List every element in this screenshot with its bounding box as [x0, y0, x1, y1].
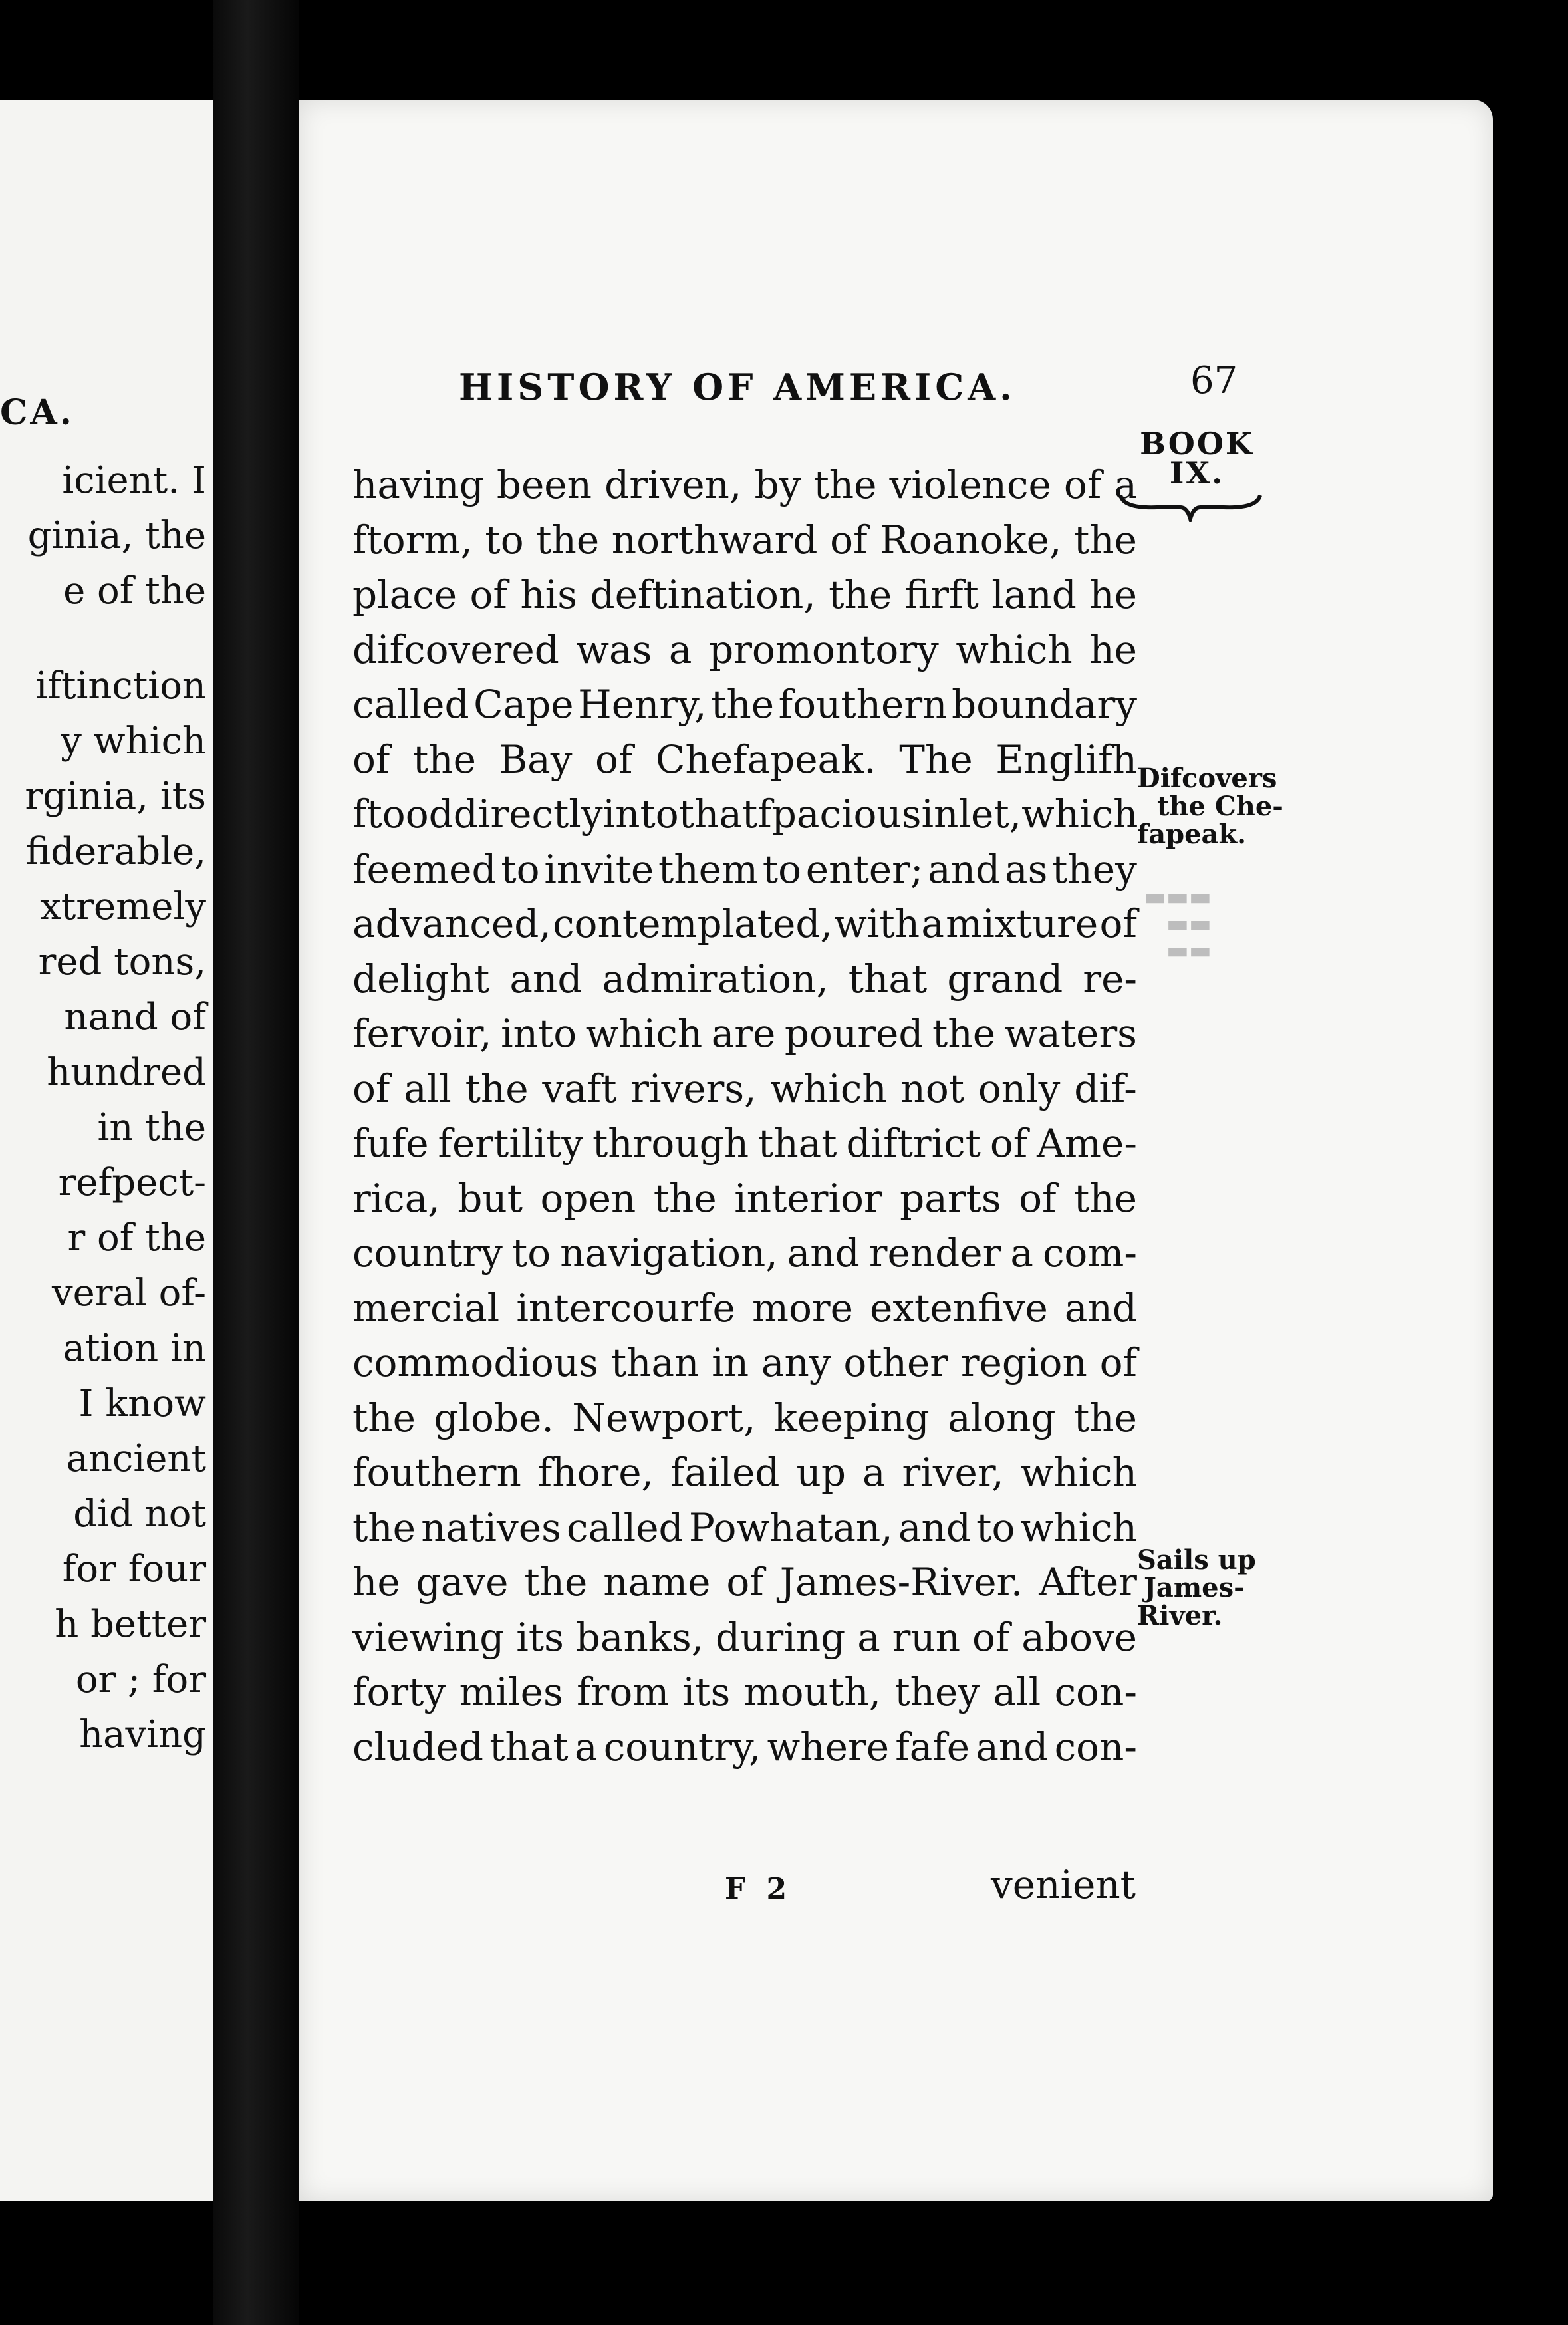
word: directly — [453, 791, 603, 837]
word: After — [1039, 1560, 1137, 1605]
word: the — [465, 1065, 529, 1111]
word: to — [485, 517, 524, 563]
word: Chefapeak. — [656, 736, 876, 782]
book-label-word: BOOK — [1140, 426, 1254, 462]
word: that — [848, 956, 928, 1002]
word: of — [352, 1065, 390, 1111]
word: interior — [734, 1175, 882, 1221]
word: rivers, — [630, 1065, 757, 1111]
word: called — [352, 682, 469, 727]
word: inlet, — [921, 791, 1022, 837]
word: Cape — [473, 682, 574, 727]
word: firft — [904, 572, 979, 617]
word: to — [501, 846, 540, 892]
word: rica, — [352, 1175, 440, 1221]
word: ftood — [352, 791, 454, 837]
word: the — [829, 572, 892, 617]
word: Roanoke, — [880, 517, 1062, 563]
word: con- — [1054, 1669, 1137, 1714]
margin-note-sails-up-james-river — [1137, 1546, 1283, 1630]
text-line — [352, 462, 1137, 507]
left-page-line: veral of- — [51, 1272, 206, 1315]
word: diftrict — [846, 1121, 981, 1166]
catchword: venient — [991, 1862, 1136, 1907]
margin-note-line: Difcovers — [1137, 763, 1277, 794]
word: of — [972, 1614, 1010, 1660]
word: fervoir, — [352, 1011, 492, 1056]
word: forty — [352, 1669, 446, 1714]
word: up — [796, 1450, 846, 1495]
word: than — [610, 1340, 700, 1385]
word: the — [1073, 1395, 1137, 1440]
word: all — [404, 1065, 452, 1111]
word: waters — [1004, 1011, 1137, 1056]
word: the — [412, 736, 476, 782]
book-gutter — [213, 0, 299, 2325]
word: miles — [459, 1669, 563, 1714]
page-number: 67 — [1190, 359, 1238, 402]
word: Ame- — [1037, 1121, 1137, 1166]
text-line — [352, 1395, 1137, 1440]
word: a — [574, 1724, 598, 1770]
text-line — [352, 1066, 1137, 1111]
word: as — [1005, 846, 1048, 892]
left-page-line: ancient — [66, 1437, 206, 1480]
word: and — [787, 1230, 860, 1276]
text-line — [352, 682, 1137, 727]
word: been — [496, 462, 592, 507]
left-page-line: hundred — [47, 1051, 206, 1094]
word: region — [960, 1340, 1087, 1385]
text-line — [352, 1724, 1137, 1770]
margin-note-line: James- — [1144, 1572, 1245, 1603]
word: of — [469, 572, 507, 617]
word: called — [567, 1504, 684, 1550]
text-line — [352, 1230, 1137, 1276]
word: which — [1020, 1504, 1137, 1550]
word: them — [658, 846, 758, 892]
word: the — [711, 682, 775, 727]
left-page-line: for four — [62, 1548, 206, 1591]
word: of — [352, 736, 390, 782]
text-line — [352, 737, 1137, 782]
left-page-line: did not — [73, 1492, 206, 1536]
text-line — [352, 1615, 1137, 1660]
left-page-line: ginia, the — [27, 514, 206, 557]
word: fouthern — [352, 1450, 521, 1495]
word: having — [352, 462, 484, 507]
word: country — [352, 1230, 503, 1276]
text-line — [352, 517, 1137, 563]
margin-note-line: Sails up — [1137, 1544, 1256, 1575]
margin-note-line: River. — [1137, 1600, 1223, 1631]
word: of — [726, 1560, 764, 1605]
left-page-line: red tons, — [38, 940, 206, 984]
left-page-line: having — [79, 1713, 206, 1756]
word: that — [758, 1121, 837, 1166]
word: are — [711, 1011, 776, 1056]
word: boundary — [952, 682, 1137, 727]
word: country, — [603, 1724, 761, 1770]
word: Newport, — [572, 1395, 756, 1440]
word: delight — [352, 956, 490, 1002]
word: violence — [889, 462, 1051, 507]
word: through — [592, 1121, 749, 1166]
left-page-line: nand of — [64, 996, 206, 1039]
word: not — [900, 1065, 965, 1111]
text-line — [352, 1669, 1137, 1714]
word: from — [577, 1669, 670, 1714]
word: which — [1020, 1450, 1137, 1495]
left-page-line: refpect- — [58, 1161, 206, 1204]
word: the — [813, 462, 877, 507]
word: cluded — [352, 1724, 483, 1770]
text-line — [352, 627, 1137, 672]
text-line — [352, 847, 1137, 892]
text-line — [352, 1176, 1137, 1221]
word: place — [352, 572, 457, 617]
word: all — [993, 1669, 1041, 1714]
word: of — [595, 736, 633, 782]
word: they — [894, 1669, 980, 1714]
word: of — [830, 517, 868, 563]
left-page-running-head: CA. — [0, 392, 74, 433]
left-page-line: or ; for — [75, 1658, 206, 1701]
word: James-River. — [779, 1560, 1023, 1605]
word: only — [978, 1065, 1061, 1111]
word: enter; — [805, 846, 924, 892]
word: that — [678, 791, 758, 837]
word: and — [928, 846, 1001, 892]
word: of — [1019, 1175, 1057, 1221]
word: during — [716, 1614, 846, 1660]
word: extenfive — [870, 1285, 1048, 1331]
word: which — [1021, 791, 1138, 837]
word: poured — [784, 1011, 924, 1056]
word: of — [1099, 901, 1137, 946]
word: banks, — [575, 1614, 704, 1660]
text-line — [352, 1450, 1137, 1495]
word: to — [511, 1230, 551, 1276]
word: into — [602, 791, 679, 837]
left-page-line: rginia, its — [25, 775, 206, 818]
left-page-line: h better — [55, 1603, 206, 1646]
text-line — [352, 1505, 1137, 1550]
word: a — [921, 901, 944, 946]
word: difcovered — [352, 626, 559, 672]
word: which — [770, 1065, 887, 1111]
word: a — [1114, 462, 1137, 507]
left-page-line: ation in — [63, 1327, 206, 1370]
word: of — [1099, 1340, 1137, 1385]
word: by — [754, 462, 801, 507]
word: any — [761, 1340, 831, 1385]
word: failed — [670, 1450, 780, 1495]
word: Henry, — [578, 682, 707, 727]
word: con- — [1054, 1724, 1137, 1770]
word: and — [1064, 1285, 1137, 1331]
text-line — [352, 572, 1137, 617]
word: re- — [1083, 956, 1137, 1002]
left-page-line: r of the — [67, 1216, 206, 1260]
signature-mark: F 2 — [725, 1872, 793, 1906]
word: name — [603, 1560, 711, 1605]
word: The — [899, 736, 973, 782]
word: was — [576, 626, 652, 672]
margin-note-line: the Che- — [1157, 791, 1283, 822]
word: intercourfe — [516, 1285, 735, 1331]
word: a — [857, 1614, 880, 1660]
word: the — [1073, 1175, 1137, 1221]
left-page-line: icient. I — [62, 459, 206, 502]
left-page-line: in the — [97, 1106, 206, 1149]
word: which — [956, 626, 1073, 672]
word: gave — [416, 1560, 509, 1605]
word: mouth, — [743, 1669, 881, 1714]
word: natives — [421, 1504, 561, 1550]
word: the — [932, 1011, 996, 1056]
word: that — [489, 1724, 569, 1770]
word: Powhatan, — [688, 1504, 893, 1550]
word: advanced, — [352, 901, 551, 946]
word: and — [509, 956, 583, 1002]
word: contemplated, — [553, 901, 833, 946]
show-through-decoration: ▬▬▬ ▬▬ ▬▬ — [1144, 884, 1212, 964]
word: and — [898, 1504, 971, 1550]
word: which — [585, 1011, 703, 1056]
word: feemed — [352, 846, 497, 892]
word: his — [520, 572, 578, 617]
word: com- — [1042, 1230, 1137, 1276]
word: they — [1052, 846, 1137, 892]
word: fhore, — [537, 1450, 654, 1495]
word: keeping — [773, 1395, 930, 1440]
word: vaft — [542, 1065, 617, 1111]
left-page-line: y which — [61, 720, 206, 763]
word: open — [540, 1175, 636, 1221]
word: globe. — [434, 1395, 554, 1440]
word: ftorm, — [352, 517, 473, 563]
word: render — [868, 1230, 1001, 1276]
word: mercial — [352, 1285, 500, 1331]
margin-note-discovers-chesapeak — [1137, 765, 1283, 849]
text-line — [352, 1560, 1137, 1605]
word: invite — [544, 846, 654, 892]
word: with — [834, 901, 920, 946]
word: parts — [900, 1175, 1001, 1221]
word: the — [352, 1395, 416, 1440]
word: its — [682, 1669, 731, 1714]
word: commodious — [352, 1340, 599, 1385]
word: other — [843, 1340, 949, 1385]
margin-note-line: fapeak. — [1137, 819, 1247, 850]
text-line — [352, 1011, 1137, 1056]
left-page-line: iftinction — [35, 664, 206, 708]
word: a — [668, 626, 692, 672]
word: navigation, — [560, 1230, 778, 1276]
word: mixture — [946, 901, 1099, 946]
word: where — [767, 1724, 890, 1770]
word: to — [976, 1504, 1015, 1550]
word: fufe — [352, 1121, 429, 1166]
text-line — [352, 901, 1137, 946]
word: the — [352, 1504, 416, 1550]
word: run — [892, 1614, 961, 1660]
left-page-line: xtremely — [40, 885, 206, 928]
word: and — [976, 1724, 1049, 1770]
word: into — [501, 1011, 577, 1056]
book-label — [1117, 426, 1277, 491]
brace-ornament — [1117, 489, 1263, 522]
word: to — [762, 846, 802, 892]
word: Bay — [499, 736, 573, 782]
text-line — [352, 956, 1137, 1002]
word: of — [989, 1121, 1028, 1166]
word: fertility — [438, 1121, 584, 1166]
word: in — [712, 1340, 749, 1385]
word: dif- — [1074, 1065, 1137, 1111]
word: river, — [902, 1450, 1004, 1495]
word: land — [991, 572, 1077, 617]
word: the — [524, 1560, 588, 1605]
word: promontory — [709, 626, 939, 672]
word: he — [1089, 572, 1137, 617]
word: Englifh — [995, 736, 1137, 782]
word: he — [1089, 626, 1137, 672]
word: grand — [947, 956, 1063, 1002]
running-head: HISTORY OF AMERICA. — [459, 366, 1016, 408]
word: northward — [611, 517, 818, 563]
word: a — [862, 1450, 886, 1495]
word: of — [1063, 462, 1102, 507]
word: deftination, — [590, 572, 816, 617]
right-page — [299, 100, 1493, 2201]
word: more — [751, 1285, 853, 1331]
word: a — [1010, 1230, 1033, 1276]
left-page-line: I know — [78, 1382, 206, 1425]
word: above — [1021, 1614, 1137, 1660]
word: driven, — [604, 462, 742, 507]
text-line — [352, 791, 1137, 837]
word: viewing — [352, 1614, 505, 1660]
word: the — [653, 1175, 717, 1221]
left-facing-page — [0, 100, 214, 2201]
word: he — [352, 1560, 400, 1605]
text-line — [352, 1121, 1137, 1166]
word: the — [1073, 517, 1137, 563]
word: its — [516, 1614, 564, 1660]
word: but — [457, 1175, 523, 1221]
word: fpacious — [757, 791, 922, 837]
text-line — [352, 1340, 1137, 1385]
word: fafe — [895, 1724, 970, 1770]
text-line — [352, 1286, 1137, 1331]
left-page-line: fiderable, — [25, 830, 206, 873]
word: fouthern — [778, 682, 948, 727]
word: admiration, — [602, 956, 829, 1002]
word: the — [536, 517, 600, 563]
word: along — [948, 1395, 1056, 1440]
left-page-line: e of the — [63, 569, 206, 613]
book-label-number: IX. — [1169, 455, 1225, 491]
